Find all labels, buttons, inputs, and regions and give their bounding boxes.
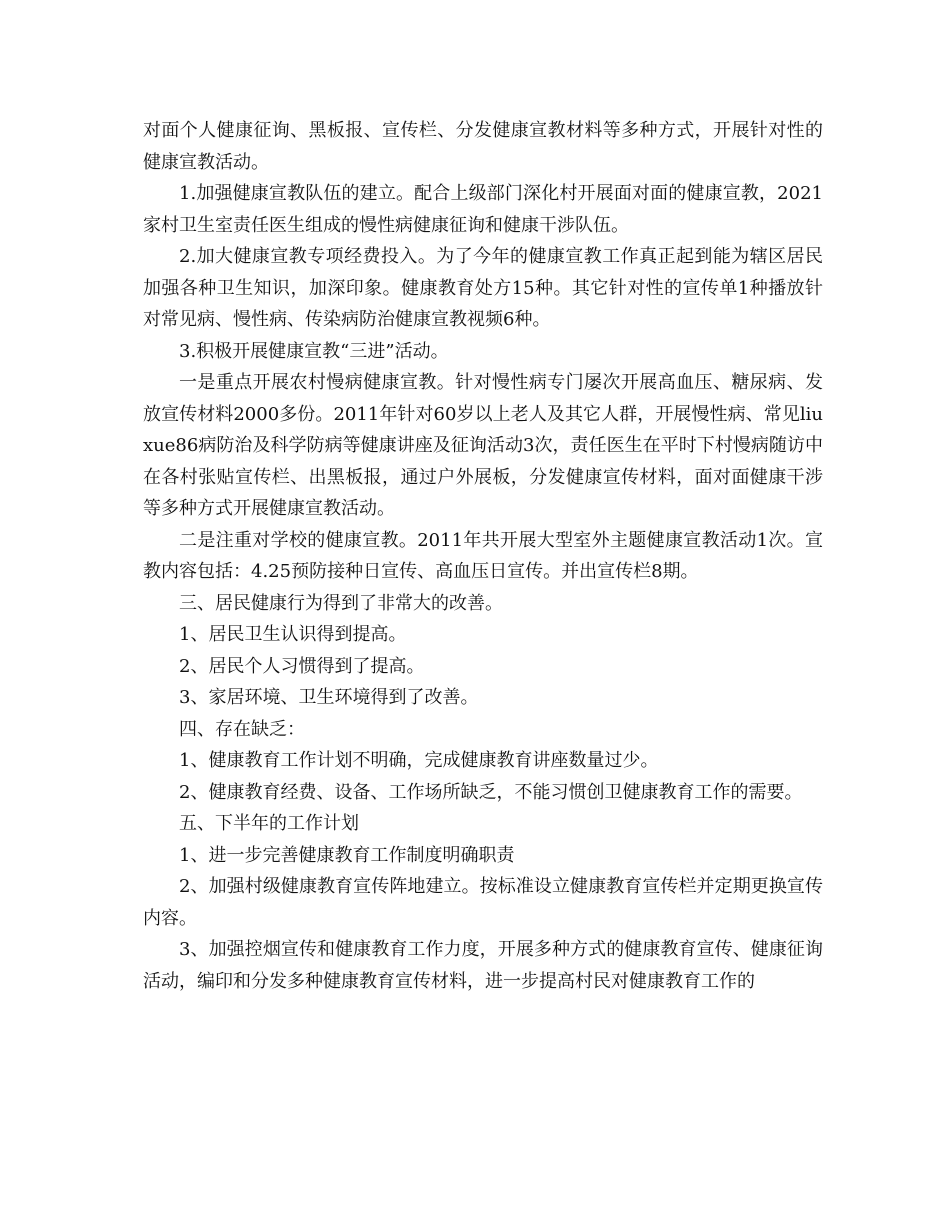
list-item-3-3: 3、家居环境、卫生环境得到了改善。 — [179, 687, 479, 708]
paragraph-6: 二是注重对学校的健康宣教。2011年共开展大型室外主题健康宣教活动1次。宣教内容包括：4.25预防接种日宣传、高血压日宣传。并出宣传栏8期。 — [143, 529, 823, 582]
paragraph-2: 1.加强健康宣教队伍的建立。配合上级部门深化村开展面对面的健康宣教，2021家村卫生室责任医生组成的慢性病健康征询和健康干涉队伍。 — [143, 183, 823, 236]
list-item-3-2: 2、居民个人习惯得到了提高。 — [179, 655, 425, 677]
paragraph-4: 3.积极开展健康宣教“三进”活动。 — [179, 340, 449, 362]
paragraph-5: 一是重点开展农村慢病健康宣教。针对慢性病专门屡次开展高血压、糖尿病、发放宣传材料2000多份。2011年针对60岁以上老人及其它人群，开展慢性病、常见liuxue86病防治及科学防病等健康讲座及征询活动3次，责任医生在平时下村慢病随访中在各村张贴宣传栏、出黑板报，通过户外展板，分发健康宣传材料，面对面健康干涉等多种方式开展健康宣教活动。 — [143, 372, 823, 519]
list-item-5-1: 1、进一步完善健康教育工作制度明确职责 — [179, 844, 515, 866]
document-body — [143, 115, 823, 997]
section-heading-3: 三、居民健康行为得到了非常大的改善。 — [179, 592, 503, 614]
list-item-3-1: 1、居民卫生认识得到提高。 — [179, 624, 407, 645]
list-item-5-2: 2、加强村级健康教育宣传阵地建立。按标准设立健康教育宣传栏并定期更换宣传内容。 — [143, 876, 823, 929]
section-heading-5: 五、下半年的工作计划 — [179, 813, 359, 834]
paragraph-3: 2.加大健康宣教专项经费投入。为了今年的健康宣教工作真正起到能为辖区居民加强各种卫生知识，加深印象。健康教育处方15种。其它针对性的宣传单1种播放针对常见病、慢性病、传染病防治健康宣教视频6种。 — [143, 246, 823, 330]
list-item-5-3: 3、加强控烟宣传和健康教育工作力度，开展多种方式的健康教育宣传、健康征询活动，编印和分发多种健康教育宣传材料，进一步提高村民对健康教育工作的 — [143, 939, 823, 992]
paragraph-1: 对面个人健康征询、黑板报、宣传栏、分发健康宣教材料等多种方式，开展针对性的健康宣教活动。 — [143, 120, 823, 173]
list-item-4-1: 1、健康教育工作计划不明确，完成健康教育讲座数量过少。 — [179, 750, 659, 771]
list-item-4-2: 2、健康教育经费、设备、工作场所缺乏，不能习惯创卫健康教育工作的需要。 — [179, 781, 803, 803]
section-heading-4: 四、存在缺乏： — [179, 718, 305, 740]
